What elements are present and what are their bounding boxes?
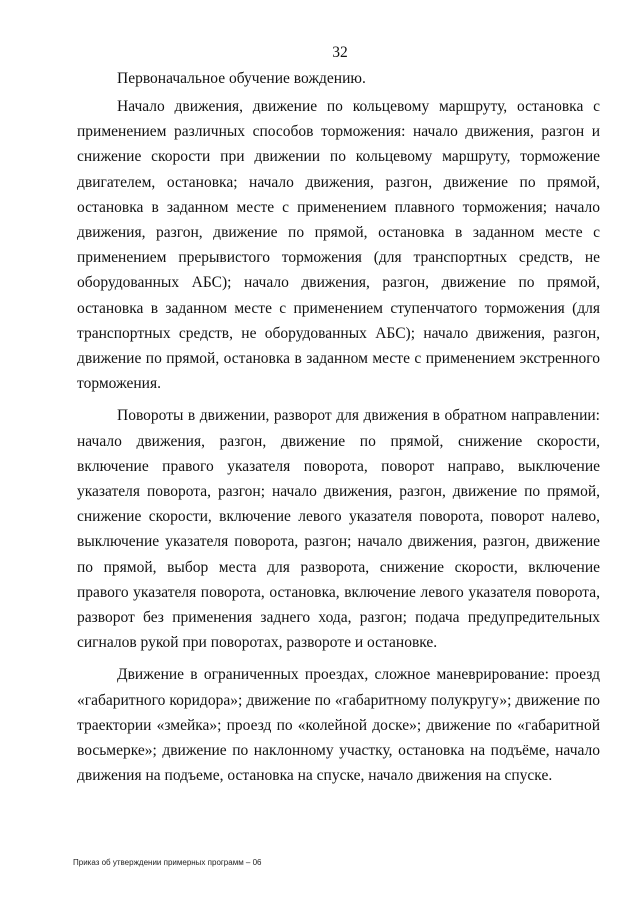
page-number: 32 — [332, 44, 348, 61]
paragraph-turns: Повороты в движении, разворот для движения в обратном направлении: начало движения, разгон, движение по прямой, снижение скорости, включение правого указателя поворота, поворот направо, выключение указателя поворота, разгон; начало движения, разгон, движение по прямой, снижение скорости, включение левого указателя поворота, поворот налево, выключение указателя поворота, разгон; начало движения, разгон, движение по прямой, выбор места для разворота, снижение скорости, включение правого указателя поворота, остановка, включение левого указателя поворота, разворот без применения заднего хода, разгон; подача предупредительных сигналов рукой при поворотах, развороте и остановке. — [77, 407, 600, 652]
page-content — [77, 66, 600, 795]
page-footer: Приказ об утверждении примерных программ – 06 — [73, 858, 262, 867]
paragraph-braking: Начало движения, движение по кольцевому маршруту, остановка с применением различных способов торможения: начало движения, разгон и снижение скорости при движении по кольцевому маршруту, торможение двигателем, остановка; начало движения, разгон, движение по прямой, остановка в заданном месте с применением плавного торможения; начало движения, разгон, движение по прямой, остановка в заданном месте с применением прерывистого торможения (для транспортных средств, не оборудованных АБС); начало движения, разгон, движение по прямой, остановка в заданном месте с применением ступенчатого торможения (для транспортных средств, не оборудованных АБС); начало движения, разгон, движение по прямой, остановка в заданном месте с применением экстренного торможения. — [77, 98, 600, 393]
section-heading: Первоначальное обучение вождению. — [117, 70, 366, 87]
paragraph-maneuvering: Движение в ограниченных проездах, сложное маневрирование: проезд «габаритного коридора»; движение по «габаритному полукругу»; движение по траектории «змейка»; проезд по «колейной доске»; движение по «габаритной восьмерке»; движение по наклонному участку, остановка на подъёме, начало движения на подъеме, остановка на спуске, начало движения на спуске. — [77, 666, 600, 785]
